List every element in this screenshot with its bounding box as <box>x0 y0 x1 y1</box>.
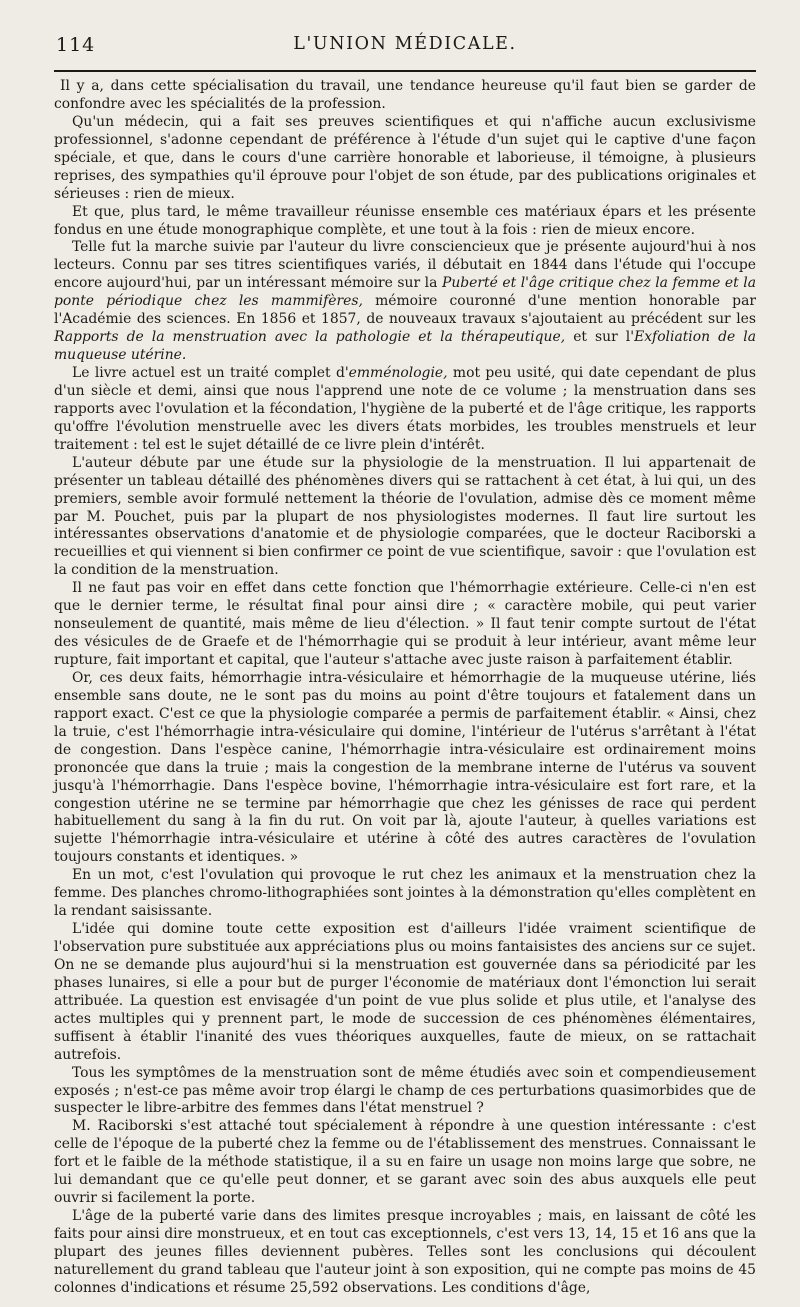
paragraph: L'idée qui domine toute cette exposition est d'ailleurs l'idée vraiment scientifique de l'observation pure substituée aux appréciations plus ou moins fantaisistes des anciens sur ce sujet. On ne se demande plus aujourd'hui si la menstruation est gouvernée dans sa périodicité par les phases lunaires, si elle a pour but de purger l'économie de matériaux dont l'émonction lui serait attribuée. La question est envisagée d'un point de vue plus solide et plus utile, et l'analyse des actes multiples qui y prennent part, le mode de succession de ces phénomènes élémentaires, suffisent à établir l'inanité des vues théoriques auxquelles, faute de mieux, on se rattachait autrefois. <box>54 921 756 1063</box>
italic-title: Puberté et l'âge critique chez la femme et la ponte périodique chez les mammifères, <box>54 275 757 310</box>
paragraph <box>54 365 756 455</box>
text-run: mémoire couronné d'une mention honorable par l'Académie des sciences. En 1856 et 1857, de nouveaux travaux s'ajoutaient au précédent sur les <box>54 293 756 328</box>
article-body <box>54 78 756 1298</box>
paragraph: Or, ces deux faits, hémorrhagie intra-vésiculaire et hémorrhagie de la muqueuse utérine, liés ensemble sans doute, ne le sont pas du moins au point d'être toujours et fatalement dans un rapport exact. C'est ce que la physiologie comparée a permis de parfaitement établir. « Ainsi, chez la truie, c'est l'hémorrhagie intra-vésiculaire qui domine, l'intérieur de l'utérus s'arrêtant à l'état de congestion. Dans l'espèce canine, l'hémorrhagie intra-vésiculaire est ordinairement moins prononcée que dans la truie ; mais la congestion de la membrane interne de l'utérus va souvent jusqu'à l'hémorrhagie. Dans l'espèce bovine, l'hémorrhagie intra-vésiculaire est fort rare, et la congestion utérine ne se termine par hémorrhagie que chez les génisses de race qui perdent habituellement du sang à la fin du rut. On voit par là, ajoute l'auteur, à quelles variations est sujette l'hémorrhagie intra-vésiculaire et utérine à côté des autres caractères de l'ovulation toujours constants et identiques. » <box>54 669 756 866</box>
paragraph <box>54 239 756 365</box>
italic-title: Rapports de la menstruation avec la pathologie et la thérapeutique, <box>54 329 566 346</box>
paragraph: En un mot, c'est l'ovulation qui provoque le rut chez les animaux et la menstruation chez la femme. Des planches chromo-lithographiées sont jointes à la démonstration qu'elles complètent en la rendant saisissante. <box>54 867 756 920</box>
text-run: Le livre actuel est un traité complet d' <box>72 365 349 381</box>
paragraph: Il y a, dans cette spécialisation du travail, une tendance heureuse qu'il faut bien se garder de confondre avec les spécialités de la profession. <box>54 78 756 112</box>
paragraph: L'âge de la puberté varie dans des limites presque incroyables ; mais, en laissant de côté les faits pour ainsi dire monstrueux, et en tout cas exceptionnels, c'est vers 13, 14, 15 et 16 ans que la plupart des jeunes filles deviennent pubères. Telles sont les conclusions qui découlent naturellement du grand tableau que l'auteur joint à son exposition, qui ne compte pas moins de 45 colonnes d'indications et résume 25,592 observations. Les conditions d'âge, <box>54 1208 756 1296</box>
page-number: 114 <box>56 34 96 56</box>
paragraph: Et que, plus tard, le même travailleur réunisse ensemble ces matériaux épars et les présente fondus en une étude monographique complète, et une tout à la fois : rien de mieux encore. <box>54 203 756 238</box>
paragraph: Qu'un médecin, qui a fait ses preuves scientifiques et qui n'affiche aucun exclusivisme professionnel, s'adonne cependant de préférence à l'étude d'un sujet qui le captive d'une façon spéciale, et que, dans le cours d'une carrière honorable et laborieuse, il témoigne, à plusieurs reprises, des sympathies qu'il éprouve pour l'objet de son étude, par des publications originales et sérieuses : rien de mieux. <box>54 113 756 202</box>
text-run: mot peu usité, qui date cependant de plus d'un siècle et demi, ainsi que nous l'apprend une note de ce volume ; la menstruation dans ses rapports avec l'ovulation et la fécondation, l'hygiène de la puberté et de l'âge critique, les rapports qu'offre l'évolution menstruelle avec les divers états morbides, les troubles menstruels et leur traitement : tel est le sujet détaillé de ce livre plein d'intérêt. <box>54 365 756 453</box>
header-rule <box>54 70 756 72</box>
paragraph: M. Raciborski s'est attaché tout spécialement à répondre à une question intéressante : c'est celle de l'époque de la puberté chez la femme ou de l'établissement des menstrues. Connaissant le fort et le faible de la méthode statistique, il a su en faire un usage non moins large que sobre, ne lui demandant que ce qu'elle peut donner, et se garant avec soin des abus auxquels elle peut ouvrir si facilement la porte. <box>54 1118 756 1207</box>
italic-title: Exfoliation de la muqueuse utérine. <box>54 329 756 364</box>
page-header <box>54 32 756 62</box>
text-run: et sur l' <box>565 329 635 346</box>
paragraph: Il ne faut pas voir en effet dans cette fonction que l'hémorrhagie extérieure. Celle-ci n'en est que le dernier terme, le résultat final pour ainsi dire ; « caractère mobile, qui peut varier nonseulement de quantité, mais même de lieu d'élection. » Il faut tenir compte surtout de l'état des vésicules de de Graefe et de l'hémorrhagie qui se produit à leur intérieur, avant même leur rupture, fait important et capital, que l'auteur s'attache avec juste raison à parfaitement établir. <box>54 580 756 668</box>
running-title: L'UNION MÉDICALE. <box>293 34 517 54</box>
text-run: Telle fut la marche suivie par l'auteur du livre consciencieux que je présente aujourd'hui à nos lecteurs. Connu par ses titres scientifiques variés, il débutait en 1844 dans l'étude qui l'occupe encore aujourd'hui, par un intéressant mémoire sur la <box>54 239 756 292</box>
paragraph: L'auteur débute par une étude sur la physiologie de la menstruation. Il lui appartenait de présenter un tableau détaillé des phénomènes divers qui se rattachent à cet état, à lui qui, un des premiers, semble avoir formulé nettement la théorie de l'ovulation, admise dès ce moment même par M. Pouchet, puis par la plupart de nos physiologistes modernes. Il faut lire surtout les intéressantes observations d'anatomie et de physiologie comparées, que le docteur Raciborski a recueillies et qui viennent si bien confirmer ce point de vue scientifique, savoir : que l'ovulation est la condition de la menstruation. <box>54 454 756 579</box>
italic-title: emménologie, <box>348 365 448 381</box>
paragraph: Tous les symptômes de la menstruation sont de même étudiés avec soin et compendieusement exposés ; n'est-ce pas même avoir trop élargi le champ de ces perturbations quasimorbides que de suspecter le libre-arbitre des femmes dans l'état menstruel ? <box>54 1064 756 1117</box>
